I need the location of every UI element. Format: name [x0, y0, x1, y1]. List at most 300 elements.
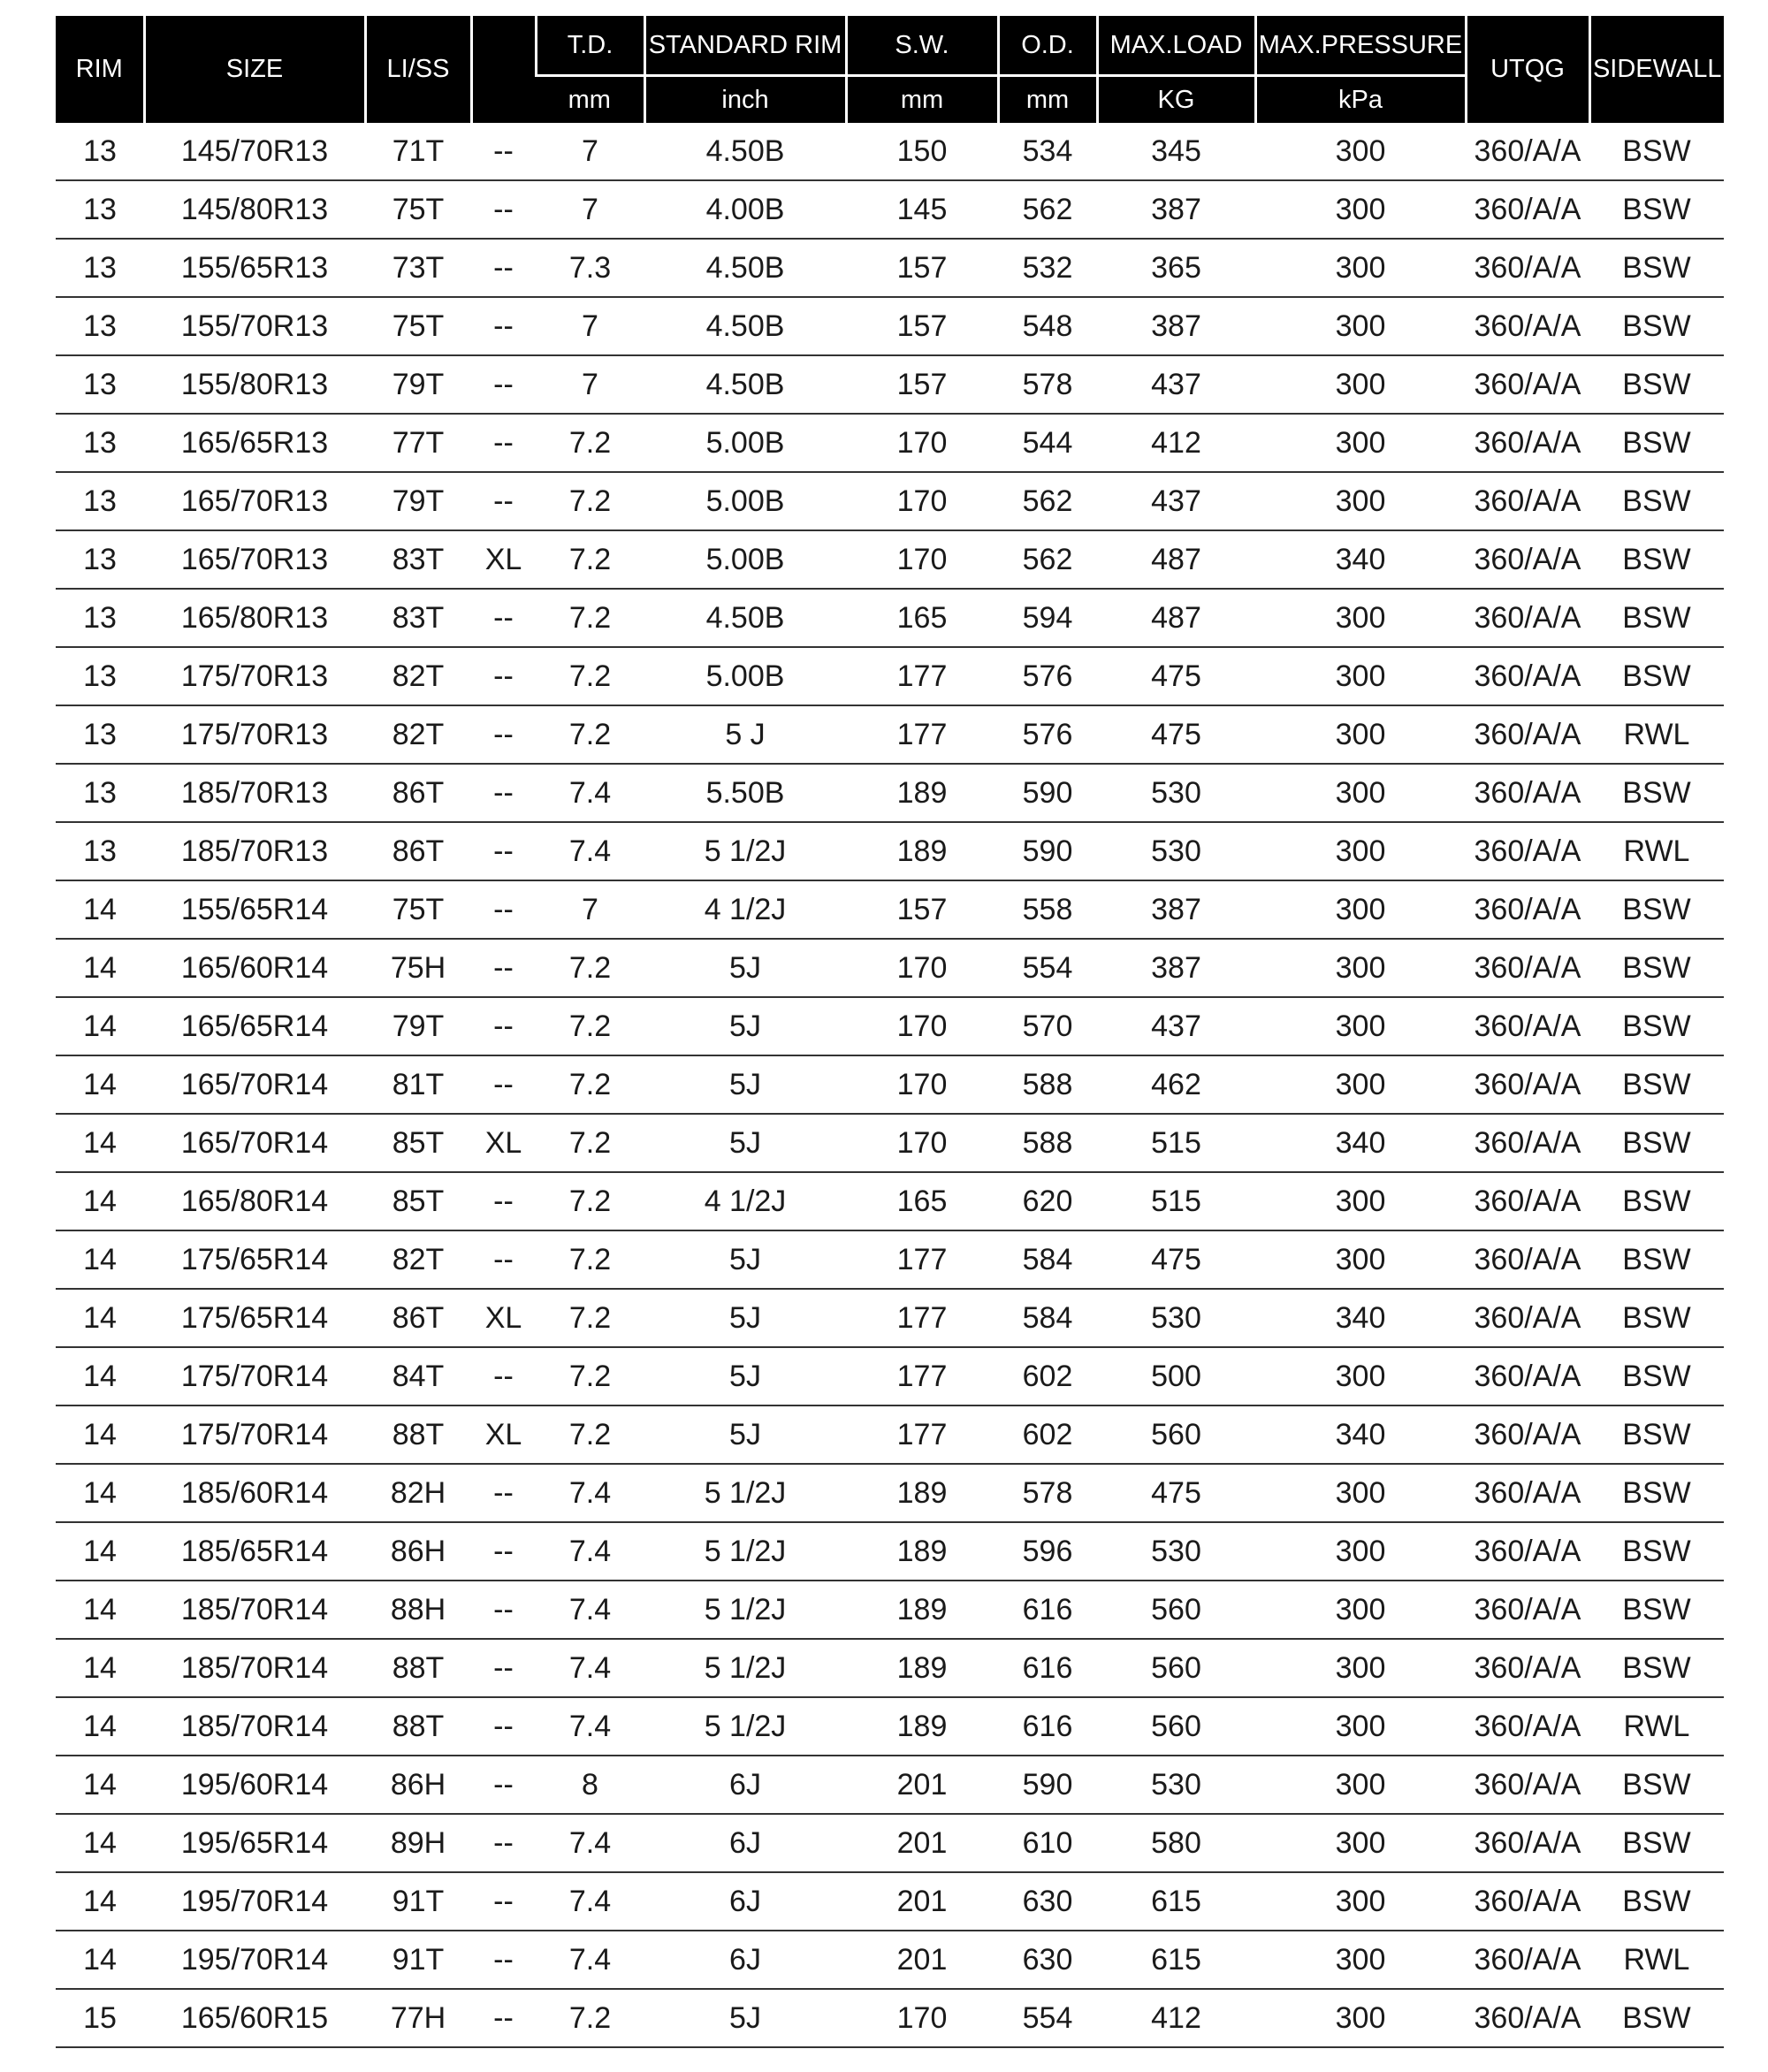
cell-sw: 170	[846, 1989, 998, 2047]
cell-pressure: 300	[1255, 1814, 1466, 1872]
cell-rim: 14	[56, 1055, 144, 1114]
cell-sidewall: BSW	[1589, 997, 1724, 1055]
cell-sidewall: BSW	[1589, 647, 1724, 705]
cell-sidewall: BSW	[1589, 180, 1724, 239]
cell-utqg: 360/A/A	[1466, 530, 1589, 589]
cell-ss: --	[471, 180, 536, 239]
cell-pressure: 300	[1255, 297, 1466, 355]
table-row	[56, 1639, 1724, 1697]
cell-size: 185/60R14	[144, 1464, 365, 1522]
header-overall-diameter: O.D.	[998, 16, 1097, 76]
cell-ss: --	[471, 939, 536, 997]
cell-std-rim: 5.00B	[644, 530, 846, 589]
cell-pressure: 300	[1255, 1931, 1466, 1989]
cell-size: 175/70R13	[144, 705, 365, 764]
cell-td: 7.2	[536, 472, 644, 530]
cell-td: 7.4	[536, 1872, 644, 1931]
cell-size: 165/70R13	[144, 472, 365, 530]
cell-sw: 150	[846, 123, 998, 180]
cell-li: 83T	[365, 530, 471, 589]
cell-size: 185/70R14	[144, 1697, 365, 1756]
cell-rim: 14	[56, 1697, 144, 1756]
cell-load: 387	[1097, 939, 1255, 997]
cell-pressure: 300	[1255, 1581, 1466, 1639]
cell-utqg: 360/A/A	[1466, 822, 1589, 880]
table-row	[56, 647, 1724, 705]
cell-size: 195/60R14	[144, 1756, 365, 1814]
cell-li: 88T	[365, 1639, 471, 1697]
cell-od: 576	[998, 647, 1097, 705]
cell-sidewall: BSW	[1589, 414, 1724, 472]
cell-sidewall: BSW	[1589, 472, 1724, 530]
cell-pressure: 340	[1255, 530, 1466, 589]
cell-sw: 201	[846, 1872, 998, 1931]
cell-li: 86T	[365, 764, 471, 822]
cell-sidewall: BSW	[1589, 589, 1724, 647]
header-max-load: MAX.LOAD	[1097, 16, 1255, 76]
cell-load: 530	[1097, 1756, 1255, 1814]
cell-sidewall: BSW	[1589, 297, 1724, 355]
cell-sw: 157	[846, 880, 998, 939]
cell-size: 165/80R13	[144, 589, 365, 647]
cell-td: 7.4	[536, 1464, 644, 1522]
cell-sidewall: BSW	[1589, 764, 1724, 822]
cell-pressure: 300	[1255, 939, 1466, 997]
table-row	[56, 1756, 1724, 1814]
cell-od: 602	[998, 1347, 1097, 1405]
cell-std-rim: 5 1/2J	[644, 822, 846, 880]
cell-std-rim: 4 1/2J	[644, 1172, 846, 1230]
cell-td: 7.4	[536, 1639, 644, 1697]
cell-li: 86H	[365, 1756, 471, 1814]
table-row	[56, 1989, 1724, 2047]
cell-td: 8	[536, 1756, 644, 1814]
cell-pressure: 300	[1255, 1464, 1466, 1522]
cell-sw: 201	[846, 1756, 998, 1814]
cell-pressure: 340	[1255, 1405, 1466, 1464]
cell-utqg: 360/A/A	[1466, 472, 1589, 530]
cell-std-rim: 5J	[644, 1055, 846, 1114]
cell-sidewall: BSW	[1589, 1814, 1724, 1872]
cell-sidewall: BSW	[1589, 1989, 1724, 2047]
cell-rim: 14	[56, 1756, 144, 1814]
cell-load: 475	[1097, 647, 1255, 705]
cell-std-rim: 5 1/2J	[644, 1639, 846, 1697]
cell-utqg: 360/A/A	[1466, 180, 1589, 239]
cell-li: 71T	[365, 123, 471, 180]
cell-load: 475	[1097, 705, 1255, 764]
table-row	[56, 472, 1724, 530]
cell-od: 578	[998, 1464, 1097, 1522]
cell-od: 558	[998, 880, 1097, 939]
table-row	[56, 1114, 1724, 1172]
cell-td: 7.2	[536, 1114, 644, 1172]
cell-load: 580	[1097, 1814, 1255, 1872]
cell-td: 7.4	[536, 1814, 644, 1872]
cell-pressure: 300	[1255, 589, 1466, 647]
cell-td: 7.4	[536, 1931, 644, 1989]
cell-rim: 14	[56, 1872, 144, 1931]
cell-pressure: 300	[1255, 1697, 1466, 1756]
cell-std-rim: 6J	[644, 1872, 846, 1931]
cell-load: 437	[1097, 472, 1255, 530]
cell-utqg: 360/A/A	[1466, 939, 1589, 997]
cell-rim: 14	[56, 1814, 144, 1872]
cell-pressure: 300	[1255, 472, 1466, 530]
cell-rim: 14	[56, 1289, 144, 1347]
cell-rim: 14	[56, 1347, 144, 1405]
cell-utqg: 360/A/A	[1466, 647, 1589, 705]
cell-sw: 157	[846, 297, 998, 355]
cell-std-rim: 5.00B	[644, 414, 846, 472]
cell-li: 86H	[365, 1522, 471, 1581]
unit-tread-depth: mm	[536, 76, 644, 124]
table-row	[56, 1931, 1724, 1989]
cell-std-rim: 5J	[644, 1230, 846, 1289]
cell-utqg: 360/A/A	[1466, 1289, 1589, 1347]
cell-load: 530	[1097, 822, 1255, 880]
cell-size: 155/65R14	[144, 880, 365, 939]
table-row	[56, 1055, 1724, 1114]
cell-utqg: 360/A/A	[1466, 1172, 1589, 1230]
cell-sidewall: BSW	[1589, 1756, 1724, 1814]
cell-load: 475	[1097, 1230, 1255, 1289]
cell-li: 91T	[365, 1872, 471, 1931]
cell-ss: --	[471, 1756, 536, 1814]
header-ss	[471, 16, 536, 123]
cell-std-rim: 5.00B	[644, 647, 846, 705]
cell-std-rim: 4.50B	[644, 355, 846, 414]
cell-size: 175/65R14	[144, 1230, 365, 1289]
unit-overall-diameter: mm	[998, 76, 1097, 124]
cell-std-rim: 4.50B	[644, 589, 846, 647]
cell-sidewall: BSW	[1589, 1289, 1724, 1347]
cell-size: 155/70R13	[144, 297, 365, 355]
cell-ss: --	[471, 880, 536, 939]
cell-pressure: 300	[1255, 1230, 1466, 1289]
cell-sidewall: BSW	[1589, 1405, 1724, 1464]
cell-size: 145/70R13	[144, 123, 365, 180]
cell-load: 345	[1097, 123, 1255, 180]
cell-sw: 189	[846, 1522, 998, 1581]
cell-li: 82H	[365, 1464, 471, 1522]
cell-td: 7.2	[536, 414, 644, 472]
cell-sw: 145	[846, 180, 998, 239]
cell-load: 437	[1097, 997, 1255, 1055]
cell-size: 195/70R14	[144, 1872, 365, 1931]
cell-std-rim: 5 1/2J	[644, 1464, 846, 1522]
cell-size: 155/65R13	[144, 239, 365, 297]
cell-sw: 189	[846, 1464, 998, 1522]
cell-std-rim: 4.50B	[644, 297, 846, 355]
cell-pressure: 300	[1255, 355, 1466, 414]
cell-ss: --	[471, 822, 536, 880]
cell-td: 7.4	[536, 1697, 644, 1756]
cell-sw: 189	[846, 1581, 998, 1639]
cell-ss: --	[471, 1464, 536, 1522]
cell-ss: XL	[471, 1114, 536, 1172]
cell-ss: --	[471, 647, 536, 705]
cell-sw: 189	[846, 822, 998, 880]
cell-ss: --	[471, 355, 536, 414]
cell-rim: 13	[56, 414, 144, 472]
cell-ss: --	[471, 1814, 536, 1872]
cell-utqg: 360/A/A	[1466, 297, 1589, 355]
header-li-ss: LI/SS	[365, 16, 471, 123]
cell-load: 475	[1097, 1464, 1255, 1522]
cell-std-rim: 5 1/2J	[644, 1581, 846, 1639]
cell-pressure: 300	[1255, 822, 1466, 880]
cell-rim: 14	[56, 1464, 144, 1522]
cell-load: 560	[1097, 1639, 1255, 1697]
cell-rim: 14	[56, 880, 144, 939]
header-size: SIZE	[144, 16, 365, 123]
cell-od: 594	[998, 589, 1097, 647]
cell-li: 81T	[365, 1055, 471, 1114]
cell-pressure: 300	[1255, 880, 1466, 939]
cell-rim: 14	[56, 1230, 144, 1289]
cell-utqg: 360/A/A	[1466, 1989, 1589, 2047]
cell-size: 185/70R14	[144, 1581, 365, 1639]
cell-od: 544	[998, 414, 1097, 472]
cell-sw: 189	[846, 1697, 998, 1756]
cell-pressure: 300	[1255, 1639, 1466, 1697]
cell-load: 437	[1097, 355, 1255, 414]
cell-od: 602	[998, 1405, 1097, 1464]
cell-size: 145/80R13	[144, 180, 365, 239]
cell-size: 185/70R14	[144, 1639, 365, 1697]
table-row	[56, 1697, 1724, 1756]
cell-load: 560	[1097, 1697, 1255, 1756]
cell-li: 82T	[365, 647, 471, 705]
cell-sidewall: RWL	[1589, 822, 1724, 880]
cell-rim: 14	[56, 997, 144, 1055]
cell-od: 616	[998, 1697, 1097, 1756]
cell-sw: 201	[846, 1931, 998, 1989]
header-tread-depth: T.D.	[536, 16, 644, 76]
cell-li: 77H	[365, 1989, 471, 2047]
cell-od: 596	[998, 1522, 1097, 1581]
cell-pressure: 300	[1255, 1055, 1466, 1114]
cell-td: 7	[536, 297, 644, 355]
cell-load: 365	[1097, 239, 1255, 297]
cell-od: 590	[998, 822, 1097, 880]
cell-load: 387	[1097, 880, 1255, 939]
cell-od: 562	[998, 530, 1097, 589]
cell-size: 165/60R14	[144, 939, 365, 997]
cell-li: 75T	[365, 880, 471, 939]
cell-rim: 14	[56, 1581, 144, 1639]
cell-utqg: 360/A/A	[1466, 239, 1589, 297]
cell-utqg: 360/A/A	[1466, 1230, 1589, 1289]
cell-std-rim: 5 1/2J	[644, 1697, 846, 1756]
cell-pressure: 300	[1255, 705, 1466, 764]
cell-pressure: 300	[1255, 1756, 1466, 1814]
cell-std-rim: 5.50B	[644, 764, 846, 822]
cell-li: 82T	[365, 705, 471, 764]
cell-pressure: 300	[1255, 1172, 1466, 1230]
cell-rim: 13	[56, 530, 144, 589]
cell-od: 590	[998, 764, 1097, 822]
table-row	[56, 1289, 1724, 1347]
cell-pressure: 300	[1255, 180, 1466, 239]
cell-pressure: 300	[1255, 1989, 1466, 2047]
table-body	[56, 123, 1724, 2047]
cell-utqg: 360/A/A	[1466, 764, 1589, 822]
cell-sw: 170	[846, 472, 998, 530]
cell-utqg: 360/A/A	[1466, 1114, 1589, 1172]
cell-sidewall: BSW	[1589, 880, 1724, 939]
cell-sw: 170	[846, 530, 998, 589]
cell-load: 530	[1097, 1522, 1255, 1581]
table-row	[56, 1581, 1724, 1639]
cell-std-rim: 5J	[644, 1289, 846, 1347]
cell-std-rim: 5 1/2J	[644, 1522, 846, 1581]
cell-load: 462	[1097, 1055, 1255, 1114]
cell-li: 79T	[365, 997, 471, 1055]
cell-sidewall: BSW	[1589, 530, 1724, 589]
cell-li: 85T	[365, 1114, 471, 1172]
cell-td: 7.2	[536, 1230, 644, 1289]
cell-td: 7.2	[536, 589, 644, 647]
cell-li: 83T	[365, 589, 471, 647]
table-row	[56, 589, 1724, 647]
cell-ss: --	[471, 297, 536, 355]
cell-size: 165/65R13	[144, 414, 365, 472]
cell-td: 7.4	[536, 764, 644, 822]
cell-od: 570	[998, 997, 1097, 1055]
cell-size: 165/65R14	[144, 997, 365, 1055]
cell-size: 175/70R14	[144, 1347, 365, 1405]
unit-section-width: mm	[846, 76, 998, 124]
cell-rim: 14	[56, 1114, 144, 1172]
cell-ss: --	[471, 1347, 536, 1405]
cell-od: 584	[998, 1230, 1097, 1289]
cell-od: 590	[998, 1756, 1097, 1814]
cell-pressure: 300	[1255, 647, 1466, 705]
cell-sidewall: BSW	[1589, 1055, 1724, 1114]
cell-sw: 177	[846, 705, 998, 764]
cell-td: 7.4	[536, 822, 644, 880]
cell-od: 610	[998, 1814, 1097, 1872]
cell-std-rim: 6J	[644, 1931, 846, 1989]
cell-ss: --	[471, 1639, 536, 1697]
cell-od: 630	[998, 1931, 1097, 1989]
cell-pressure: 300	[1255, 239, 1466, 297]
cell-pressure: 340	[1255, 1114, 1466, 1172]
cell-sidewall: BSW	[1589, 1639, 1724, 1697]
cell-li: 75H	[365, 939, 471, 997]
cell-ss: XL	[471, 530, 536, 589]
cell-td: 7	[536, 355, 644, 414]
cell-sidewall: BSW	[1589, 1230, 1724, 1289]
cell-sw: 165	[846, 589, 998, 647]
cell-ss: --	[471, 472, 536, 530]
cell-sidewall: BSW	[1589, 123, 1724, 180]
cell-size: 165/80R14	[144, 1172, 365, 1230]
cell-rim: 13	[56, 239, 144, 297]
cell-size: 155/80R13	[144, 355, 365, 414]
cell-sidewall: BSW	[1589, 1114, 1724, 1172]
cell-td: 7	[536, 123, 644, 180]
cell-li: 82T	[365, 1230, 471, 1289]
cell-sidewall: RWL	[1589, 1931, 1724, 1989]
cell-size: 165/60R15	[144, 1989, 365, 2047]
cell-utqg: 360/A/A	[1466, 705, 1589, 764]
cell-li: 84T	[365, 1347, 471, 1405]
cell-li: 91T	[365, 1931, 471, 1989]
cell-ss: XL	[471, 1289, 536, 1347]
cell-ss: --	[471, 414, 536, 472]
cell-od: 576	[998, 705, 1097, 764]
cell-utqg: 360/A/A	[1466, 1756, 1589, 1814]
cell-size: 195/65R14	[144, 1814, 365, 1872]
cell-sw: 189	[846, 764, 998, 822]
cell-td: 7.2	[536, 939, 644, 997]
cell-utqg: 360/A/A	[1466, 1639, 1589, 1697]
table-row	[56, 1814, 1724, 1872]
table-row	[56, 880, 1724, 939]
cell-sidewall: BSW	[1589, 239, 1724, 297]
cell-td: 7	[536, 180, 644, 239]
cell-size: 185/65R14	[144, 1522, 365, 1581]
cell-ss: --	[471, 1172, 536, 1230]
cell-td: 7.2	[536, 1405, 644, 1464]
cell-sw: 170	[846, 939, 998, 997]
cell-size: 165/70R14	[144, 1114, 365, 1172]
cell-rim: 14	[56, 1405, 144, 1464]
cell-rim: 13	[56, 705, 144, 764]
header-standard-rim: STANDARD RIM	[644, 16, 846, 76]
cell-sw: 170	[846, 1114, 998, 1172]
table-row	[56, 939, 1724, 997]
table-row	[56, 705, 1724, 764]
cell-pressure: 300	[1255, 997, 1466, 1055]
cell-std-rim: 6J	[644, 1756, 846, 1814]
cell-td: 7.2	[536, 1347, 644, 1405]
cell-rim: 15	[56, 1989, 144, 2047]
cell-td: 7.2	[536, 1055, 644, 1114]
tire-spec-table	[56, 16, 1724, 2048]
table-row	[56, 822, 1724, 880]
cell-load: 412	[1097, 1989, 1255, 2047]
cell-ss: --	[471, 1055, 536, 1114]
cell-sidewall: BSW	[1589, 1172, 1724, 1230]
unit-max-pressure: kPa	[1255, 76, 1466, 124]
cell-utqg: 360/A/A	[1466, 414, 1589, 472]
table-row	[56, 530, 1724, 589]
cell-utqg: 360/A/A	[1466, 355, 1589, 414]
cell-sw: 157	[846, 239, 998, 297]
cell-od: 554	[998, 1989, 1097, 2047]
table-header	[56, 16, 1724, 123]
cell-rim: 14	[56, 1639, 144, 1697]
cell-td: 7.4	[536, 1581, 644, 1639]
cell-pressure: 300	[1255, 1872, 1466, 1931]
cell-size: 185/70R13	[144, 822, 365, 880]
table-row	[56, 180, 1724, 239]
cell-load: 487	[1097, 530, 1255, 589]
cell-ss: --	[471, 705, 536, 764]
cell-std-rim: 5.00B	[644, 472, 846, 530]
header-utqg: UTQG	[1466, 16, 1589, 123]
cell-load: 530	[1097, 764, 1255, 822]
cell-ss: --	[471, 1697, 536, 1756]
cell-utqg: 360/A/A	[1466, 1581, 1589, 1639]
cell-std-rim: 5J	[644, 1989, 846, 2047]
header-section-width: S.W.	[846, 16, 998, 76]
cell-td: 7	[536, 880, 644, 939]
